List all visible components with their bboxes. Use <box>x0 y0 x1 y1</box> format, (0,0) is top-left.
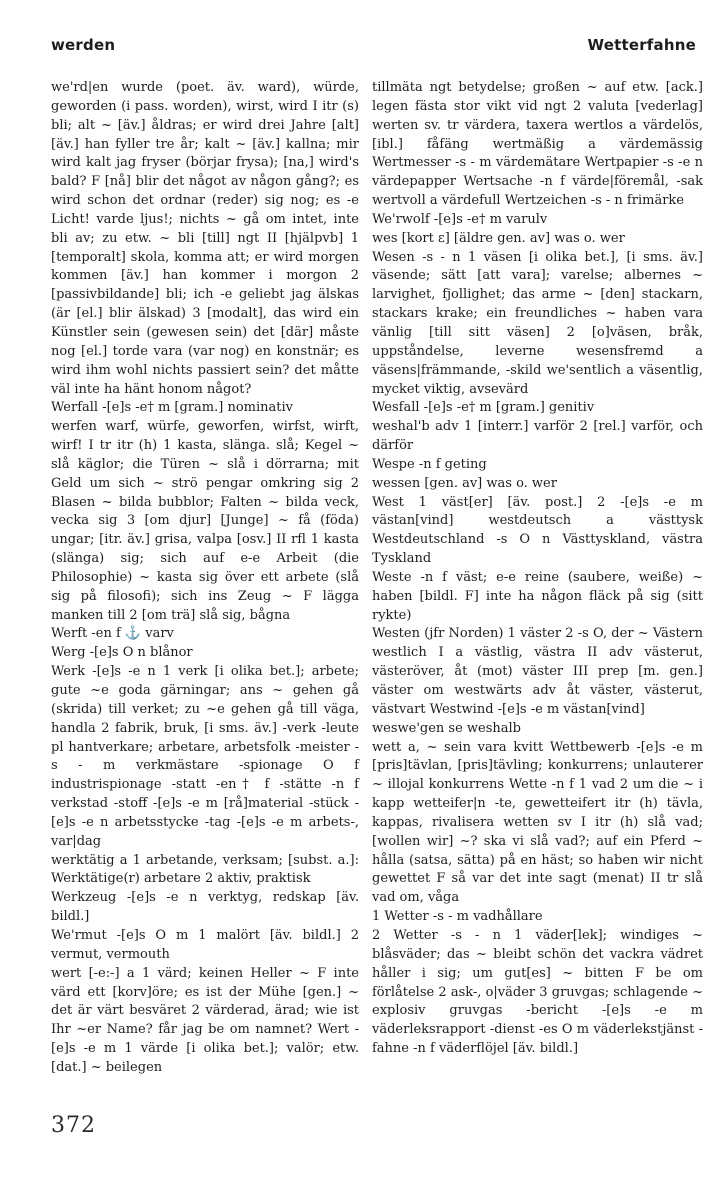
entry-werg: Werg -[e]s O n blånor <box>51 645 193 661</box>
entry-wessen: wessen [gen. av] was o. wer <box>372 475 557 491</box>
entry-werktaetig: werktätig a 1 arbetande, verksam; [subst. a.]: Werktätige(r) arbetare 2 aktiv, praktisk <box>51 852 359 887</box>
entry-werk: Werk -[e]s -e n 1 verk [i olika bet.]; arbete; gute ~e goda gärningar; ans ~ gehen gå (skrida) till verket; zu ~e gehen gå till väga, handla 2 fabrik, bruk, [i sms. äv.] -verk -leute pl hantverkare; arbetare, arbetsfolk -meister -s - m verkmästare -spionage O f industrispionage -statt -en† f -stätte -n f verkstad -stoff -[e]s -e m [rå]material -stück -[e]s -e n arbetsstycke -tag -[e]s -e m arbets-, var|dag <box>51 664 359 849</box>
entry-wetter-1: 1 Wetter -s - m vadhållare <box>372 909 543 925</box>
entry-werwolf: We'rwolf -[e]s -e† m varulv <box>372 211 548 227</box>
left-column <box>51 79 359 1078</box>
entry-werden: we'rd|en wurde (poet. äv. ward), würde, geworden (i pass. worden), wirst, wird I itr (s) bli; alt ~ [äv.] åldras; er wird drei Jahre [alt] [äv.] han fyller tre år; kalt ~ [äv.] kallna; mir wird kalt jag fryser (börjar frysa); [na,] wird's bald? F [nå] blir det något av någon gång?; es wird schon det ordnar (reder) sig nog; es -e Licht! varde ljus!; nichts ~ gå om intet, inte bli av; zu etw. ~ bli [till] ngt II [hjälpvb] 1 [temporalt] skola, komma att; er wird morgen kommen [äv.] han kommer i morgon 2 [passivbildande] bli; ich -e geliebt jag älskas (är [el.] blir älskad) 3 [modalt], das wird ein Künstler sein (gewesen sein) det [där] måste nog [el.] torde vara (var nog) en konstnär; es wird ihm wohl nichts passiert sein? det måtte väl inte ha hänt honom något? <box>51 80 359 397</box>
entry-wetter-2: 2 Wetter -s - n 1 väder[lek]; windiges ~ blåsväder; das ~ bleibt schön det vackra vädret håller i sig; um gut[es] ~ bitten F be om förlåtelse 2 ask-, o|väder 3 gruvgas; schlagende ~ explosiv gruvgas -bericht -[e]s -e m väderleksrapport -dienst -es O m väderlekstjänst -fahne -n f väderflöjel [äv. bildl.] <box>372 927 703 1057</box>
entry-wes: wes [kort ε] [äldre gen. av] was o. wer <box>372 230 625 246</box>
entry-weshalb: weshal'b adv 1 [interr.] varför 2 [rel.] varför, och därför <box>372 419 703 454</box>
entry-werfall: Werfall -[e]s -e† m [gram.] nominativ <box>51 400 293 416</box>
entry-wett: wett a, ~ sein vara kvitt Wettbewerb -[e]s -e m [pris]tävlan, [pris]tävling; konkurrens; unlauterer ~ illojal konkurrens Wette -n f 1 vad 2 um die ~ i kapp wetteifer|n -te, gewetteifert itr (h) tävla, kappas, rivalisera wetten sv I itr (h) slå vad; [wollen wir] ~? ska vi slå vad?; auf ein Pferd ~ hålla (satsa, sätta) på en häst; so haben wir nicht gewettet F så var det inte sagt (menat) II tr slå vad om, våga <box>372 739 703 906</box>
entry-wermut: We'rmut -[e]s O m 1 malört [äv. bildl.] 2 vermut, vermouth <box>51 927 359 962</box>
entry-werfen: werfen warf, würfe, geworfen, wirfst, wirft, wirf! I tr itr (h) 1 kasta, slänga. slå; Kegel ~ slå käglor; die Türen ~ slå i dörrarna; mit Geld um sich ~ strö pengar omkring sig 2 Blasen ~ bilda bubblor; Falten ~ bilda veck, vecka sig 3 [om djur] [Junge] ~ få (föda) ungar; [itr. äv.] grisa, valpa [osv.] II rfl 1 kasta (slänga) sig; sich auf e-e Arbeit (die Philosophie) ~ kasta sig över ett arbete (slå sig på filosofi); sich ins Zeug ~ F lägga manken till 2 [om trä] slå sig, bågna <box>51 419 359 623</box>
entry-weswegen: weswe'gen se weshalb <box>372 720 521 736</box>
entry-werkzeug: Werkzeug -[e]s -e n verktyg, redskap [äv. bildl.] <box>51 890 359 925</box>
entry-weste: Weste -n f väst; e-e reine (saubere, weiße) ~ haben [bildl. F] inte ha någon fläck på sig (sitt rykte) <box>372 569 703 623</box>
entry-westen: Westen (jfr Norden) 1 väster 2 -s O, der ~ Västern westlich I a västlig, västra II adv västerut, västeröver, åt (mot) väster III prep [m. gen.] väster om westwärts adv åt väster, västerut, västvart Westwind -[e]s -e m västan[vind] <box>372 626 703 717</box>
entry-west: West 1 väst[er] [äv. post.] 2 -[e]s -e m västan[vind] westdeutsch a västtysk Westdeutschland -s O n Västtyskland, västra Tyskland <box>372 494 703 567</box>
right-column <box>372 79 703 1059</box>
entry-wert-continued: tillmäta ngt betydelse; großen ~ auf etw. [ack.] legen fästa stor vikt vid ngt 2 valuta [vederlag] werten sv. tr värdera, taxera wertlos a värdelös, [ibl.] fåfäng wertmäßig a värdemässig Wertmesser -s - m värdemätare Wertpapier -s -e n värdepapper Wertsache -n f värde|föremål, -sak wertvoll a värdefull Wertzeichen -s - n frimärke <box>372 80 703 209</box>
entry-wespe: Wespe -n f geting <box>372 456 487 472</box>
entry-werft: Werft -en f ⚓ varv <box>51 626 174 642</box>
page-number: 372 <box>51 1113 96 1138</box>
entry-wert: wert [-e:-] a 1 värd; keinen Heller ~ F inte värd ett [korv]öre; es ist der Mühe [gen.] ~ det är värt besväret 2 värderad, ärad; wie ist Ihr ~er Name? får jag be om namnet? Wert -[e]s -e m 1 värde [i olika bet.]; valör; etw. [dat.] ~ beilegen <box>51 965 359 1075</box>
entry-wesfall: Wesfall -[e]s -e† m [gram.] genitiv <box>372 400 595 416</box>
guide-word-left: werden <box>51 36 116 54</box>
entry-wesen: Wesen -s - n 1 väsen [i olika bet.], [i sms. äv.] väsende; sätt [att vara]; varelse; albernes ~ larvighet, fjollighet; das arme ~ [den] stackarn, stackars krake; ein freundliches ~ haben vara vänlig [till sitt väsen] 2 [o]väsen, bråk, uppståndelse, leverne wesensfremd a väsens|främmande, -skild we'sentlich a väsentlig, mycket viktig, avsevärd <box>372 249 703 397</box>
guide-word-right: Wetterfahne <box>587 36 696 54</box>
